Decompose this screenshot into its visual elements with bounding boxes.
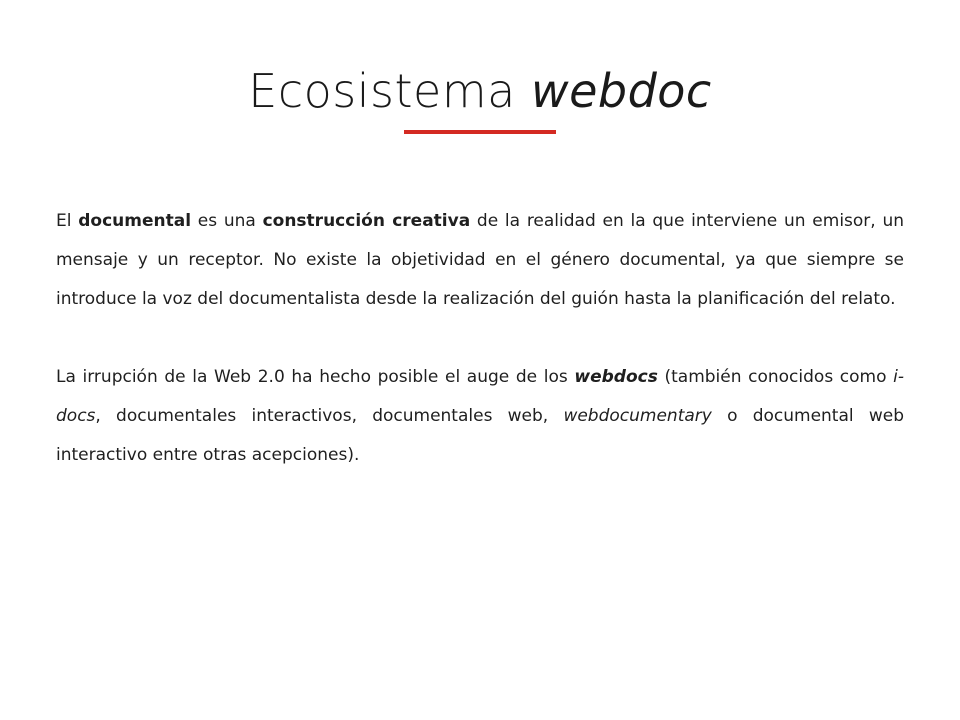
paragraph-documental xyxy=(56,202,904,319)
p2-text-1: La irrupción de la Web 2.0 ha hecho posible el auge de los xyxy=(56,367,575,387)
p1-text-1: El xyxy=(56,211,79,231)
p2-italic-webdocumentary: webdocumentary xyxy=(563,406,712,426)
slide-body xyxy=(56,202,904,475)
p1-text-2: es una xyxy=(191,211,263,231)
title-emphasis: webdoc xyxy=(530,64,712,118)
slide-title xyxy=(0,58,960,124)
p2-italic-idocs: i-docs xyxy=(56,367,905,426)
p2-text-4: o documental web interactivo entre otras acepciones). xyxy=(56,406,904,465)
p2-bold-italic-webdocs: webdocs xyxy=(574,367,658,387)
title-underline xyxy=(404,130,556,134)
p2-text-2: (también conocidos como xyxy=(657,367,894,387)
p1-text-3: de la realidad en la que interviene un emisor, un mensaje y un receptor. No existe la objetividad en el género documental, ya que siempre se introduce la voz del documentalista desde la realización del guión hasta la planificación del relato. xyxy=(56,211,904,309)
p1-bold-construccion: construcción creativa xyxy=(262,211,471,231)
p2-text-3: , documentales interactivos, documentales web, xyxy=(95,406,564,426)
p1-bold-documental: documental xyxy=(78,211,192,231)
title-main: Ecosistema xyxy=(248,64,531,118)
paragraph-webdocs xyxy=(56,358,904,475)
